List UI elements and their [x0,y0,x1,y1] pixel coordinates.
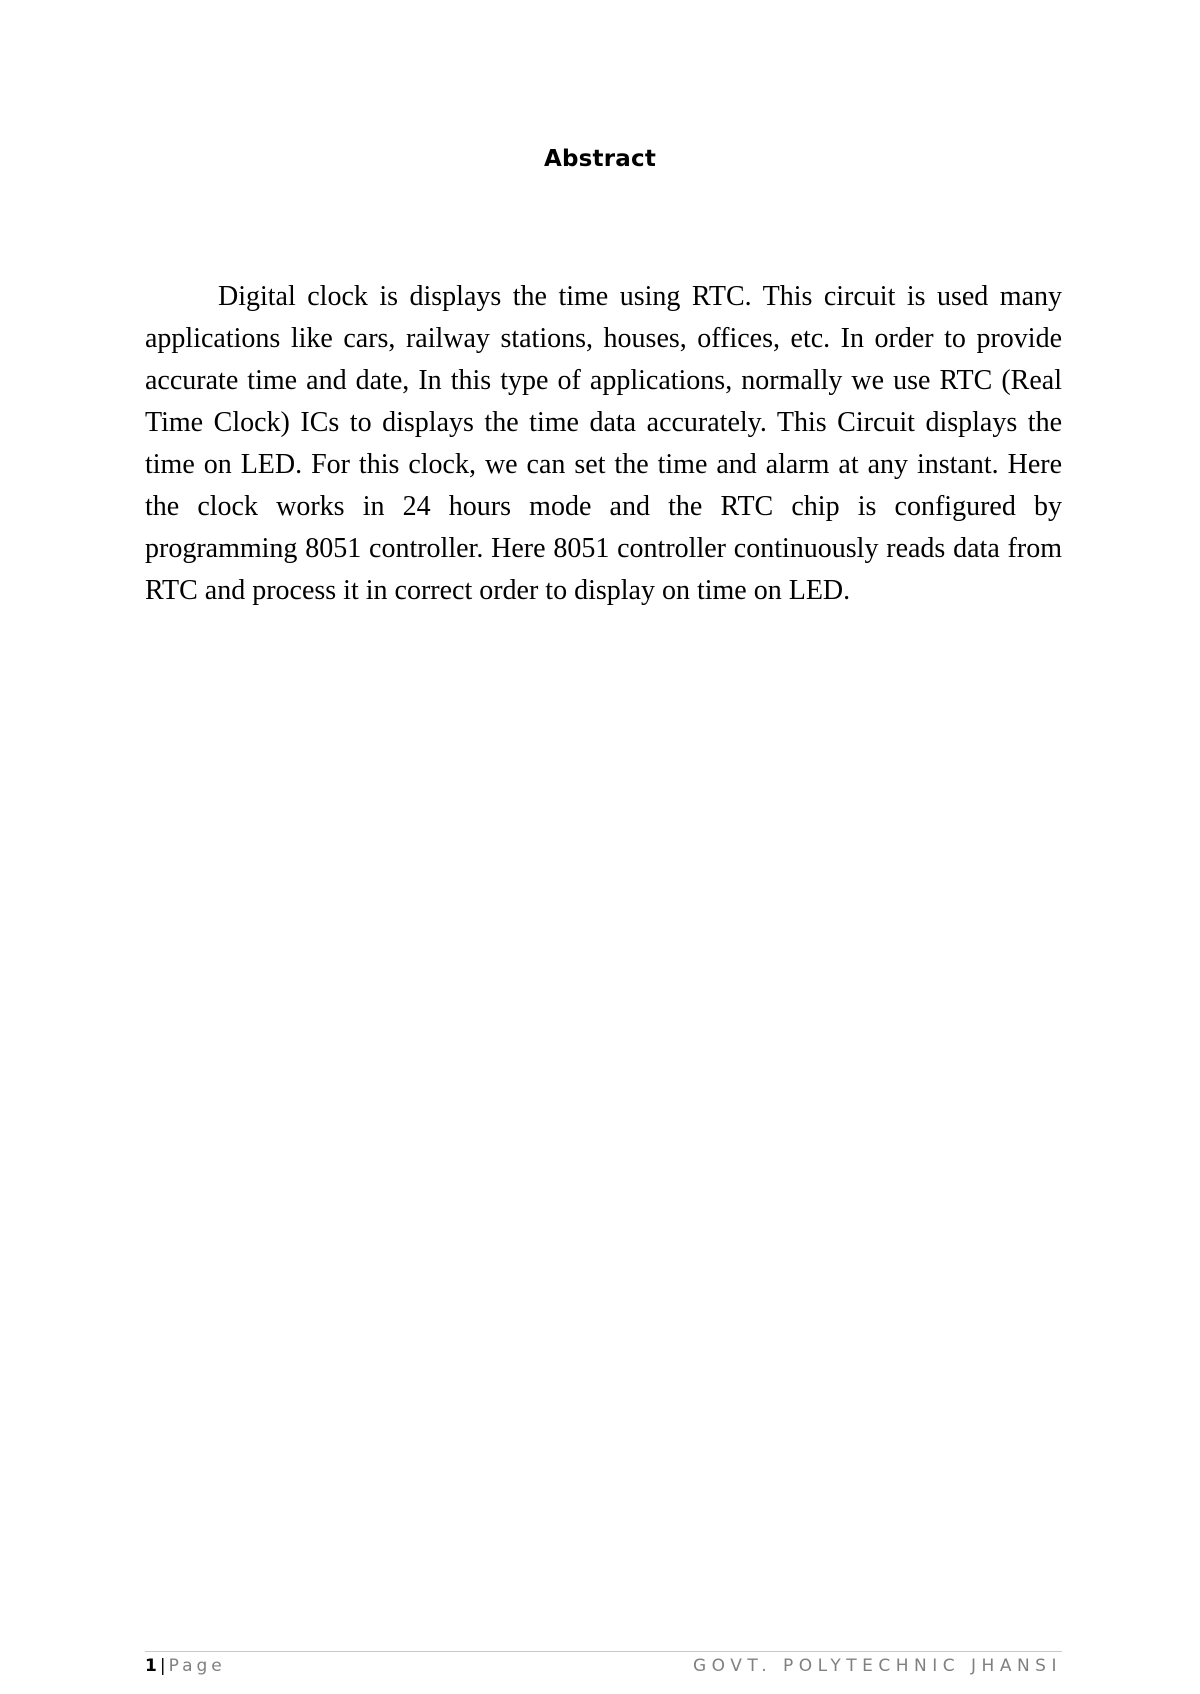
page-indicator [145,1656,226,1676]
footer-divider [145,1651,1062,1652]
page-title: Abstract [543,146,657,172]
page-footer [145,1656,1062,1680]
page-separator: | [159,1656,166,1676]
abstract-paragraph: Digital clock is displays the time using RTC. This circuit is used many applications like cars, railway stations, houses, offices, etc. In order to provide accurate time and date, In this type of applications, normally we use RTC (Real Time Clock) ICs to displays the time data accurately. This Circuit displays the time on LED. For this clock, we can set the time and alarm at any instant. Here the clock works in 24 hours mode and the RTC chip is configured by programming 8051 controller. Here 8051 controller continuously reads data from RTC and process it in correct order to display on time on LED. [145,281,1062,606]
page-label: Page [168,1656,226,1676]
institution-name: GOVT. POLYTECHNIC JHANSI [692,1656,1062,1676]
page-number: 1 [145,1656,157,1676]
